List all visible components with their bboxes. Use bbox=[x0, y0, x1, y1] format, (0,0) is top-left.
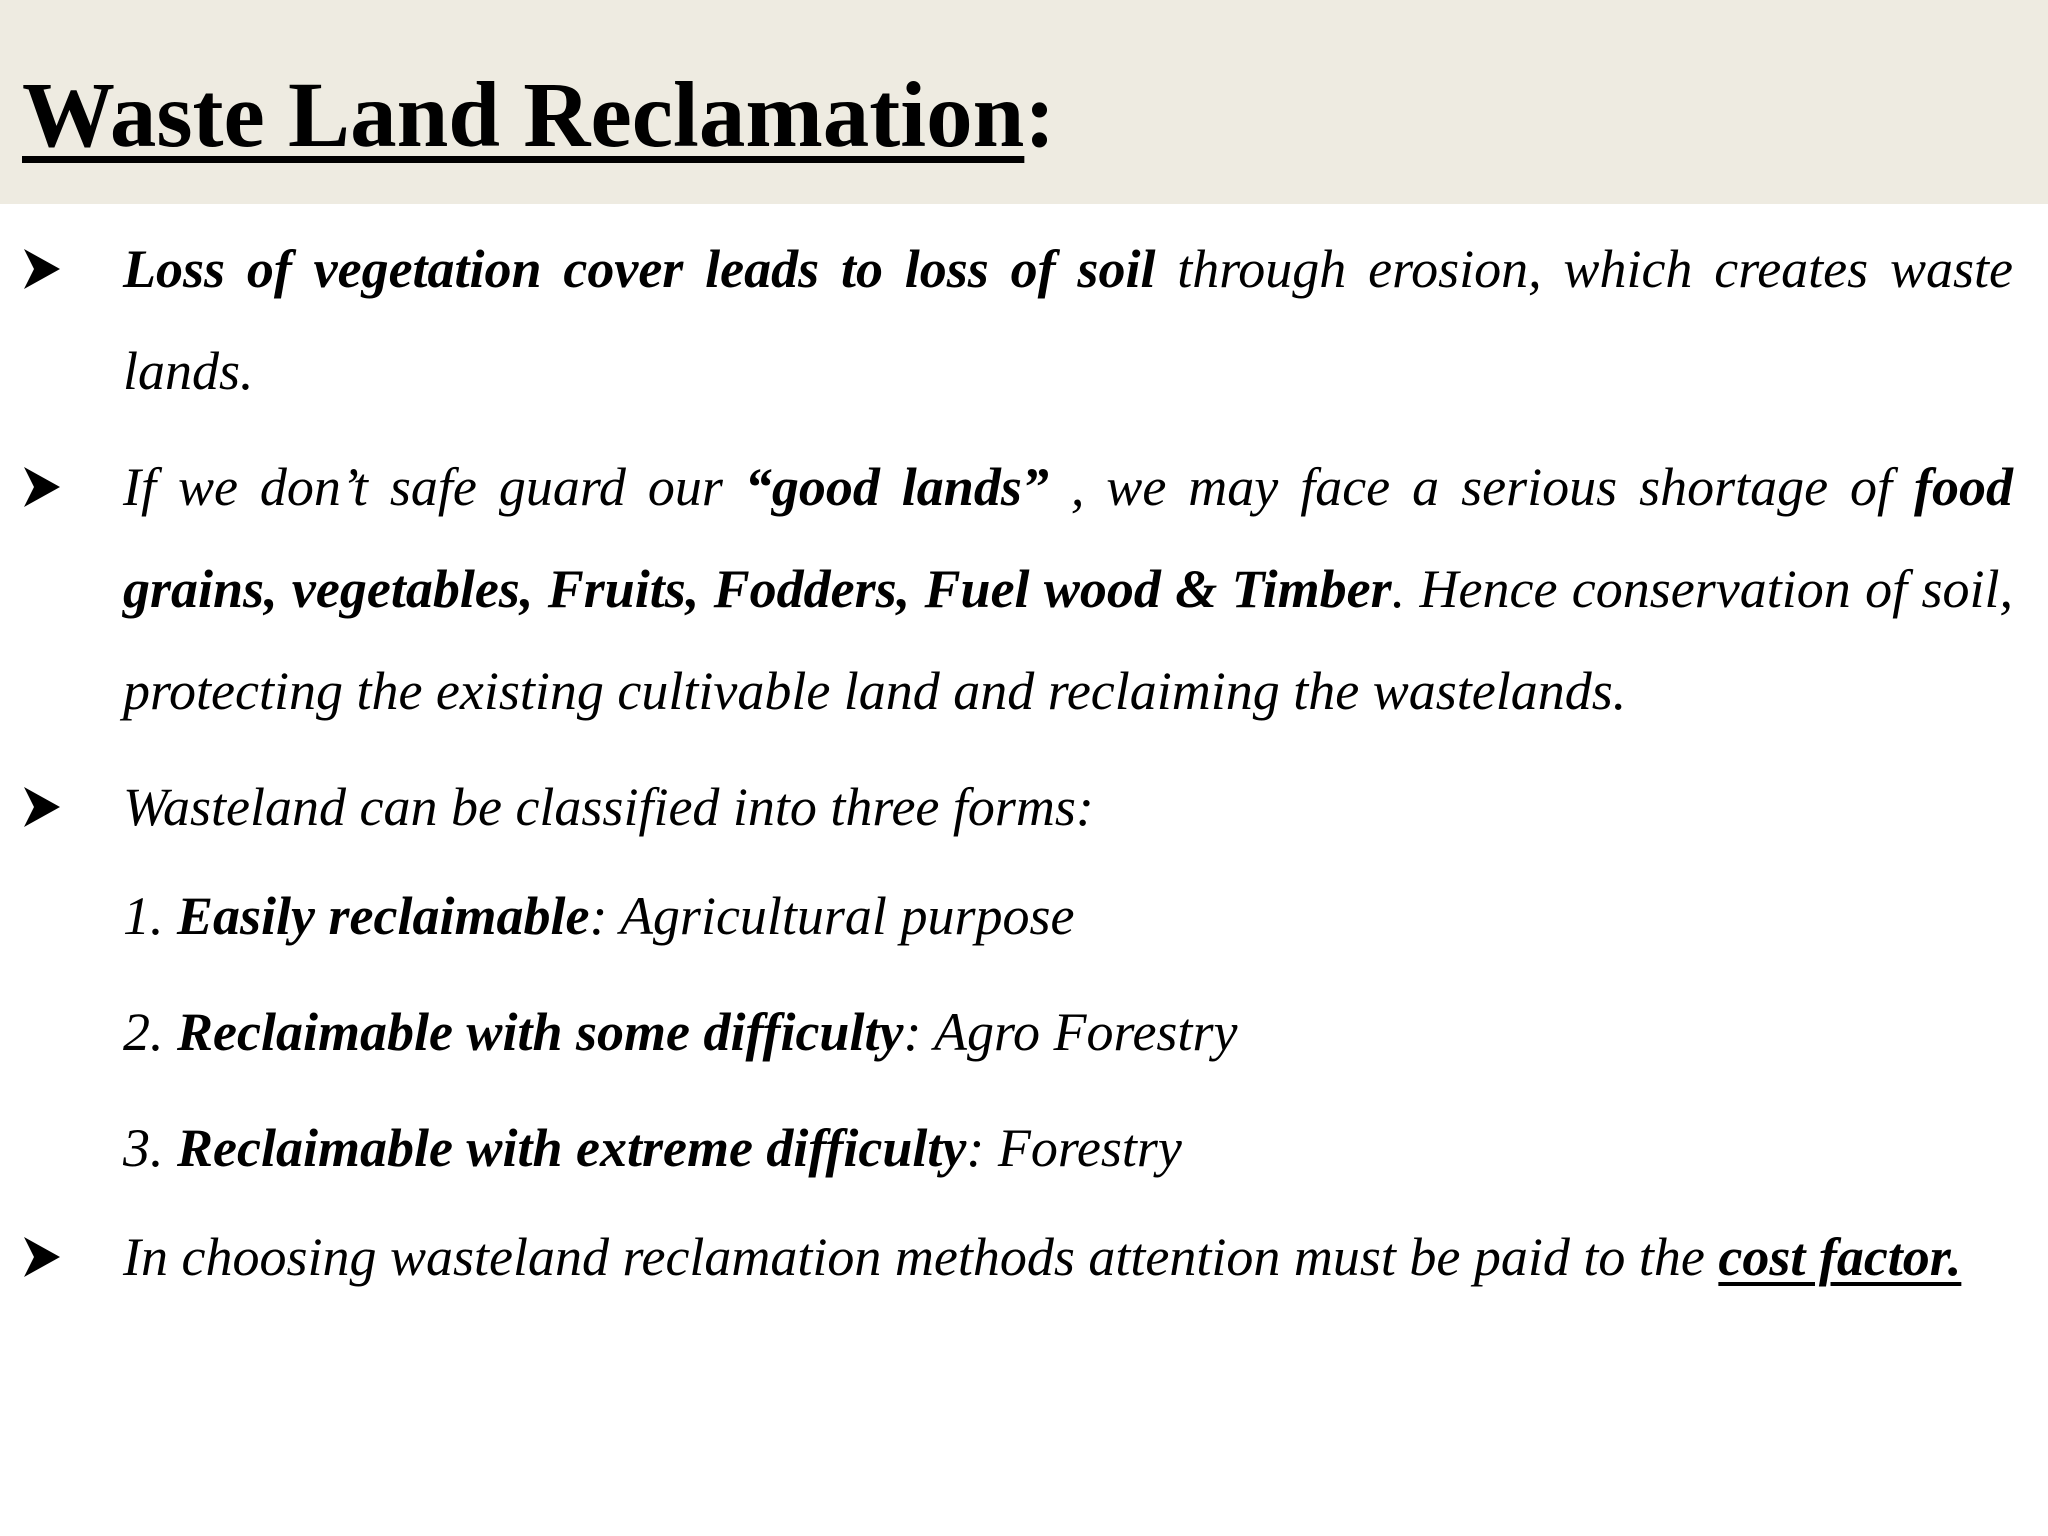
bullet-vegetation-loss-rest: through erosion, which creates waste lands. bbox=[123, 239, 2013, 401]
bullet-good-lands-bold-1: “good lands” bbox=[744, 457, 1049, 517]
bullet-cost-factor-bold-underline: cost factor. bbox=[1718, 1227, 1962, 1287]
arrowhead-bullet-icon bbox=[22, 785, 62, 829]
arrowhead-bullet-icon bbox=[22, 465, 62, 509]
form-item-1 bbox=[123, 858, 2048, 974]
bullet-vegetation-loss-text bbox=[123, 218, 2013, 422]
bullet-classification-text: Wasteland can be classified into three forms: bbox=[123, 777, 1094, 837]
bullet-cost-factor-text bbox=[123, 1206, 2013, 1308]
arrowhead-bullet-icon bbox=[22, 247, 62, 291]
form-item-2-rest: : Agro Forestry bbox=[903, 1002, 1238, 1062]
page-title-text: Waste Land Reclamation bbox=[22, 64, 1025, 167]
form-item-3-rest: : Forestry bbox=[966, 1118, 1182, 1178]
bullet-good-lands bbox=[0, 436, 2048, 742]
bullet-good-lands-part-1: If we don’t safe guard our bbox=[123, 457, 745, 517]
form-item-3 bbox=[123, 1090, 2048, 1206]
form-item-1-rest: : Agricultural purpose bbox=[589, 886, 1075, 946]
form-item-2-bold: Reclaimable with some difficulty bbox=[177, 1002, 904, 1062]
form-item-3-number: 3. bbox=[123, 1118, 177, 1178]
bullet-classification bbox=[0, 756, 2048, 858]
page-title-colon: : bbox=[1024, 64, 1056, 167]
bullet-good-lands-part-3: . Hence conservation of soil, protecting the existing cultivable land and reclaiming the wastelands. bbox=[123, 559, 2013, 721]
form-item-3-bold: Reclaimable with extreme difficulty bbox=[177, 1118, 967, 1178]
bullet-good-lands-part-2: , we may face a serious shortage of bbox=[1048, 457, 1915, 517]
page-title bbox=[22, 60, 1055, 172]
form-item-1-number: 1. bbox=[123, 886, 177, 946]
arrowhead-bullet-icon bbox=[22, 1235, 62, 1279]
form-item-1-bold: Easily reclaimable bbox=[177, 886, 590, 946]
form-item-2 bbox=[123, 974, 2048, 1090]
bullet-cost-factor bbox=[0, 1206, 2048, 1308]
bullet-good-lands-text bbox=[123, 436, 2013, 742]
bullet-good-lands-bold-2: food grains, vegetables, Fruits, Fodders, Fuel wood & Timber bbox=[123, 457, 2014, 619]
bullet-cost-factor-part-1: In choosing wasteland reclamation methods attention must be paid to the bbox=[123, 1227, 1719, 1287]
bullet-vegetation-loss bbox=[0, 218, 2048, 422]
bullet-vegetation-loss-bold: Loss of vegetation cover leads to loss of soil bbox=[123, 239, 1156, 299]
slide-content bbox=[0, 218, 2048, 1308]
form-item-2-number: 2. bbox=[123, 1002, 177, 1062]
